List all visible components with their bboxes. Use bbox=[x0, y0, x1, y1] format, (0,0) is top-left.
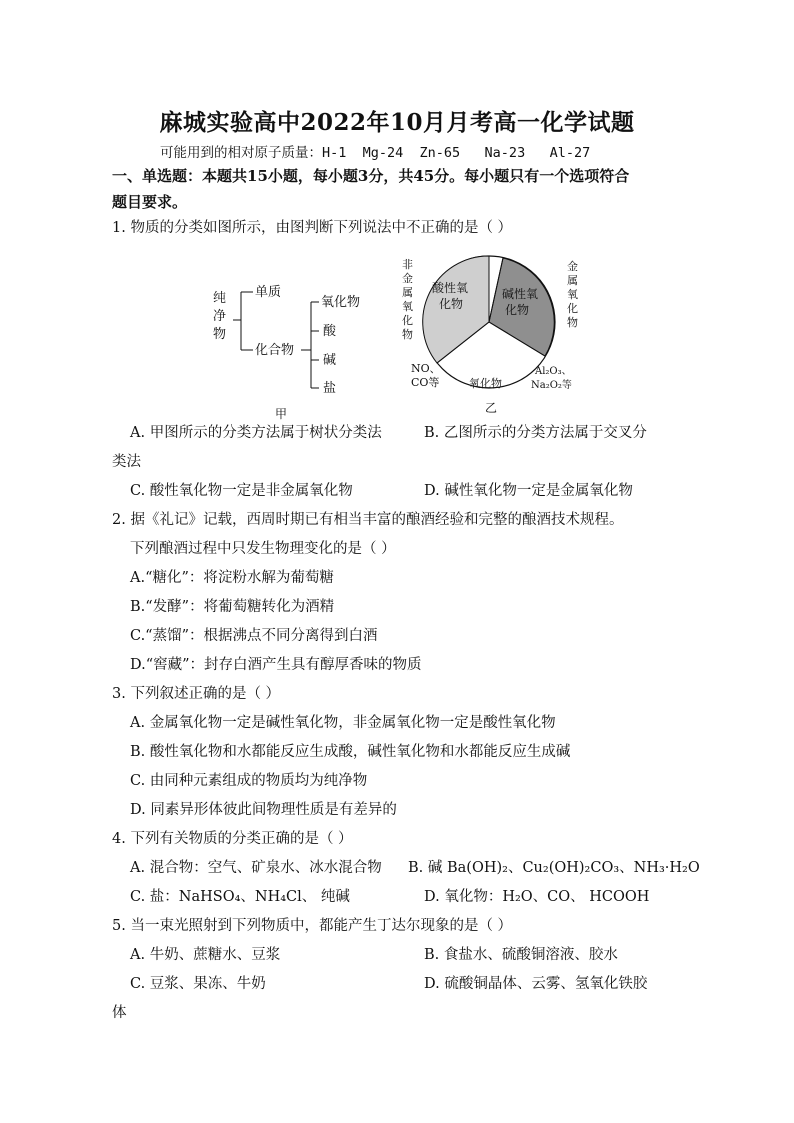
tree-suan: 酸 bbox=[323, 324, 337, 339]
q1-stem: 1. 物质的分类如图所示，由图判断下列说法中不正确的是（ ） bbox=[112, 220, 513, 236]
q5-stem: 5. 当一束光照射到下列物质中，都能产生丁达尔现象的是（ ） bbox=[112, 918, 513, 934]
q5-option-d-cont: 体 bbox=[112, 1005, 127, 1021]
q2-option-d: D.“窖藏”：封存白酒产生具有醇厚香味的物质 bbox=[130, 657, 422, 673]
fig-caption-yi: 乙 bbox=[485, 401, 498, 415]
acidic-oxide-label-2: 化物 bbox=[439, 297, 464, 311]
q2-option-b: B.“发酵”：将葡萄糖转化为酒精 bbox=[130, 599, 335, 615]
page-title: 麻城实验高中2022年10月月考高一化学试题 bbox=[159, 109, 635, 136]
q3-option-a: A. 金属氧化物一定是碱性氧化物，非金属氧化物一定是酸性氧化物 bbox=[130, 715, 556, 731]
oxide-label: 氧化物 bbox=[469, 377, 502, 390]
nonmetal-label-1: 非 bbox=[402, 258, 413, 271]
tree-huahewu: 化合物 bbox=[255, 343, 295, 358]
q2-option-a: A.“糖化”：将淀粉水解为葡萄糖 bbox=[130, 570, 334, 586]
metal-label-3: 氧 bbox=[567, 288, 578, 301]
q4-option-a: A. 混合物：空气、矿泉水、冰水混合物 bbox=[130, 860, 382, 876]
tree-yanghuawu: 氧化物 bbox=[321, 295, 361, 310]
q1-option-b: B. 乙图所示的分类方法属于交叉分 bbox=[424, 425, 647, 441]
no-co-label-2: CO等 bbox=[411, 376, 440, 389]
metal-label-1: 金 bbox=[567, 260, 578, 273]
cross-diagram bbox=[402, 256, 578, 415]
q3-option-c: C. 由同种元素组成的物质均为纯净物 bbox=[130, 773, 368, 789]
q2-stem-1: 2. 据《礼记》记载，西周时期已有相当丰富的酿酒经验和完整的酿酒技术规程。 bbox=[112, 512, 624, 528]
q5-option-d: D. 硫酸铜晶体、云雾、氢氧化铁胶 bbox=[424, 976, 648, 992]
nonmetal-label-4: 氧 bbox=[402, 300, 413, 313]
q4-option-c: C. 盐：NaHSO₄、NH₄Cl、 纯碱 bbox=[130, 889, 350, 905]
q2-option-c: C.“蒸馏”：根据沸点不同分离得到白酒 bbox=[130, 628, 378, 644]
acidic-oxide-label-1: 酸性氧 bbox=[432, 281, 469, 295]
nonmetal-label-5: 化 bbox=[402, 314, 413, 327]
q5-option-a: A. 牛奶、蔗糖水、豆浆 bbox=[130, 947, 281, 963]
section-heading-line1: 一、单选题：本题共15小题，每小题3分，共45分。每小题只有一个选项符合 bbox=[112, 167, 630, 185]
q5-option-c: C. 豆浆、果冻、牛奶 bbox=[130, 976, 266, 992]
tree-danzhi: 单质 bbox=[255, 285, 282, 300]
no-co-label-1: NO、 bbox=[411, 362, 441, 375]
basic-oxide-label-1: 碱性氧 bbox=[502, 287, 539, 301]
tree-jian: 碱 bbox=[323, 353, 337, 368]
tree-root-1: 纯 bbox=[213, 291, 227, 306]
tree-yan: 盐 bbox=[323, 381, 337, 396]
q5-option-b: B. 食盐水、硫酸铜溶液、胶水 bbox=[424, 947, 618, 963]
tree-diagram bbox=[213, 285, 360, 420]
q4-stem: 4. 下列有关物质的分类正确的是（ ） bbox=[112, 831, 353, 847]
nonmetal-label-6: 物 bbox=[402, 328, 413, 341]
atomic-masses: 可能用到的相对原子质量：H-1 Mg-24 Zn-65 Na-23 Al-27 bbox=[160, 145, 591, 161]
metal-label-4: 化 bbox=[567, 302, 578, 315]
q4-option-d: D. 氧化物：H₂O、CO、 HCOOH bbox=[424, 889, 650, 905]
nonmetal-label-3: 属 bbox=[402, 286, 413, 299]
q1-option-c: C. 酸性氧化物一定是非金属氧化物 bbox=[130, 483, 353, 499]
q1-option-a: A. 甲图所示的分类方法属于树状分类法 bbox=[130, 425, 382, 441]
basic-oxide-label-2: 化物 bbox=[505, 303, 530, 317]
q3-option-d: D. 同素异形体彼此间物理性质是有差异的 bbox=[130, 802, 397, 818]
section-heading-line2: 题目要求。 bbox=[112, 193, 188, 211]
al-na-label-2: Na₂O₂等 bbox=[531, 380, 572, 391]
tree-root-3: 物 bbox=[213, 327, 227, 342]
section-heading bbox=[112, 163, 692, 215]
metal-label-5: 物 bbox=[567, 316, 578, 329]
nonmetal-label-2: 金 bbox=[402, 272, 413, 285]
tree-root-2: 净 bbox=[213, 309, 227, 324]
q2-stem-2: 下列酿酒过程中只发生物理变化的是（ ） bbox=[130, 541, 396, 557]
metal-label-2: 属 bbox=[567, 274, 578, 287]
q3-stem: 3. 下列叙述正确的是（ ） bbox=[112, 686, 281, 702]
q3-option-b: B. 酸性氧化物和水都能反应生成酸，碱性氧化物和水都能反应生成碱 bbox=[130, 744, 571, 760]
q4-option-b: B. 碱 Ba(OH)₂、Cu₂(OH)₂CO₃、NH₃·H₂O bbox=[408, 860, 700, 876]
q1-figure bbox=[205, 250, 605, 420]
q1-option-d: D. 碱性氧化物一定是金属氧化物 bbox=[424, 483, 633, 499]
al-na-label-1: Al₂O₃、 bbox=[535, 366, 572, 377]
fig-caption-jia: 甲 bbox=[275, 407, 288, 420]
q1-option-b-cont: 类法 bbox=[112, 454, 141, 470]
